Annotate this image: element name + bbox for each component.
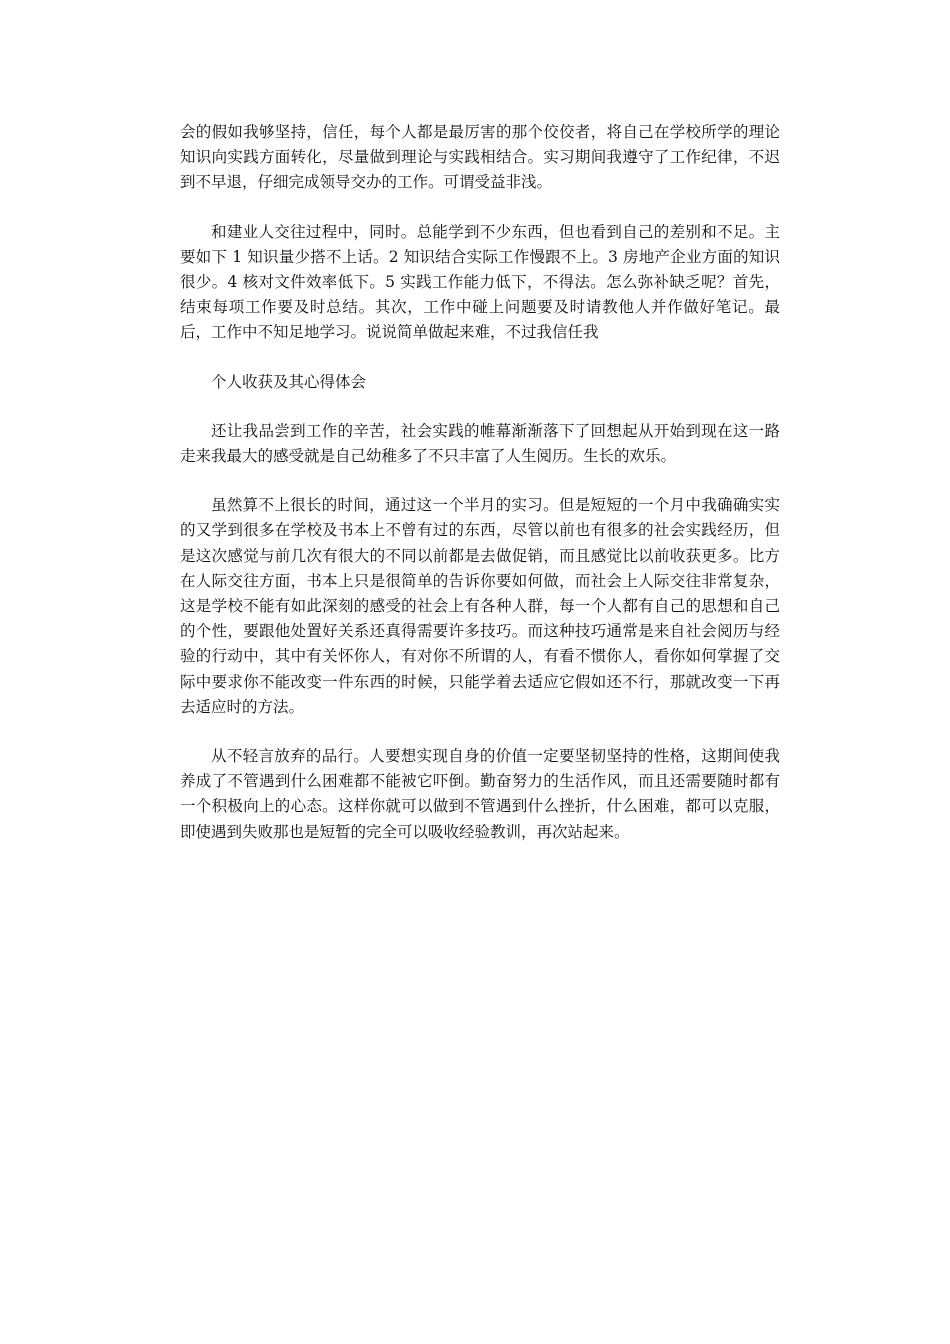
document-body — [180, 120, 780, 869]
paragraph-continuation: 会的假如我够坚持，信任，每个人都是最厉害的那个佼佼者，将自己在学校所学的理论知识向实践方面转化，尽量做到理论与实践相结合。实习期间我遵守了工作纪律，不迟到不早退，仔细完成领导交办的工作。可谓受益非浅。 — [180, 123, 780, 192]
paragraph-interaction-shortcomings: 和建业人交往过程中，同时。总能学到不少东西，但也看到自己的差别和不足。主要如下 1 知识量少搭不上话。2 知识结合实际工作慢跟不上。3 房地产企业方面的知识很少。4 核对文件效率低下。5 实践工作能力低下，不得法。怎么弥补缺乏呢？首先，结束每项工作要及时总结。其次，工作中碰上问题要及时请教他人并作做好笔记。最后，工作中不知足地学习。说说简单做起来难，不过我信任我 — [180, 222, 780, 342]
paragraph-work-hardship: 还让我品尝到工作的辛苦，社会实践的帷幕渐渐落下了回想起从开始到现在这一路走来我最大的感受就是自己幼稚多了不只丰富了人生阅历。生长的欢乐。 — [180, 421, 780, 466]
paragraph-internship-experience: 虽然算不上很长的时间，通过这一个半月的实习。但是短短的一个月中我确确实实的又学到很多在学校及书本上不曾有过的东西，尽管以前也有很多的社会实践经历，但是这次感觉与前几次有很大的不同以前都是去做促销，而且感觉比以前收获更多。比方在人际交往方面，书本上只是很简单的告诉你要如何做，而社会上人际交往非常复杂，这是学校不能有如此深刻的感受的社会上有各种人群，每一个人都有自己的思想和自己的个性，要跟他处置好关系还真得需要许多技巧。而这种技巧通常是来自社会阅历与经验的行动中，其中有关怀你人，有对你不所谓的人，有看不惯你人，看你如何掌握了交际中要求你不能改变一件东西的时候，只能学着去适应它假如还不行，那就改变一下再去适应时的方法。 — [180, 496, 780, 716]
paragraph-perseverance: 从不轻言放弃的品行。人要想实现自身的价值一定要坚韧坚持的性格，这期间使我养成了不管遇到什么困难都不能被它吓倒。勤奋努力的生活作风，而且还需要随时都有一个积极向上的心态。这样你就可以做到不管遇到什么挫折，什么困难，都可以克服，即使遇到失败那也是短暂的完全可以吸收经验教训，再次站起来。 — [180, 747, 780, 841]
section-heading-personal-gains: 个人收获及其心得体会 — [211, 372, 367, 391]
